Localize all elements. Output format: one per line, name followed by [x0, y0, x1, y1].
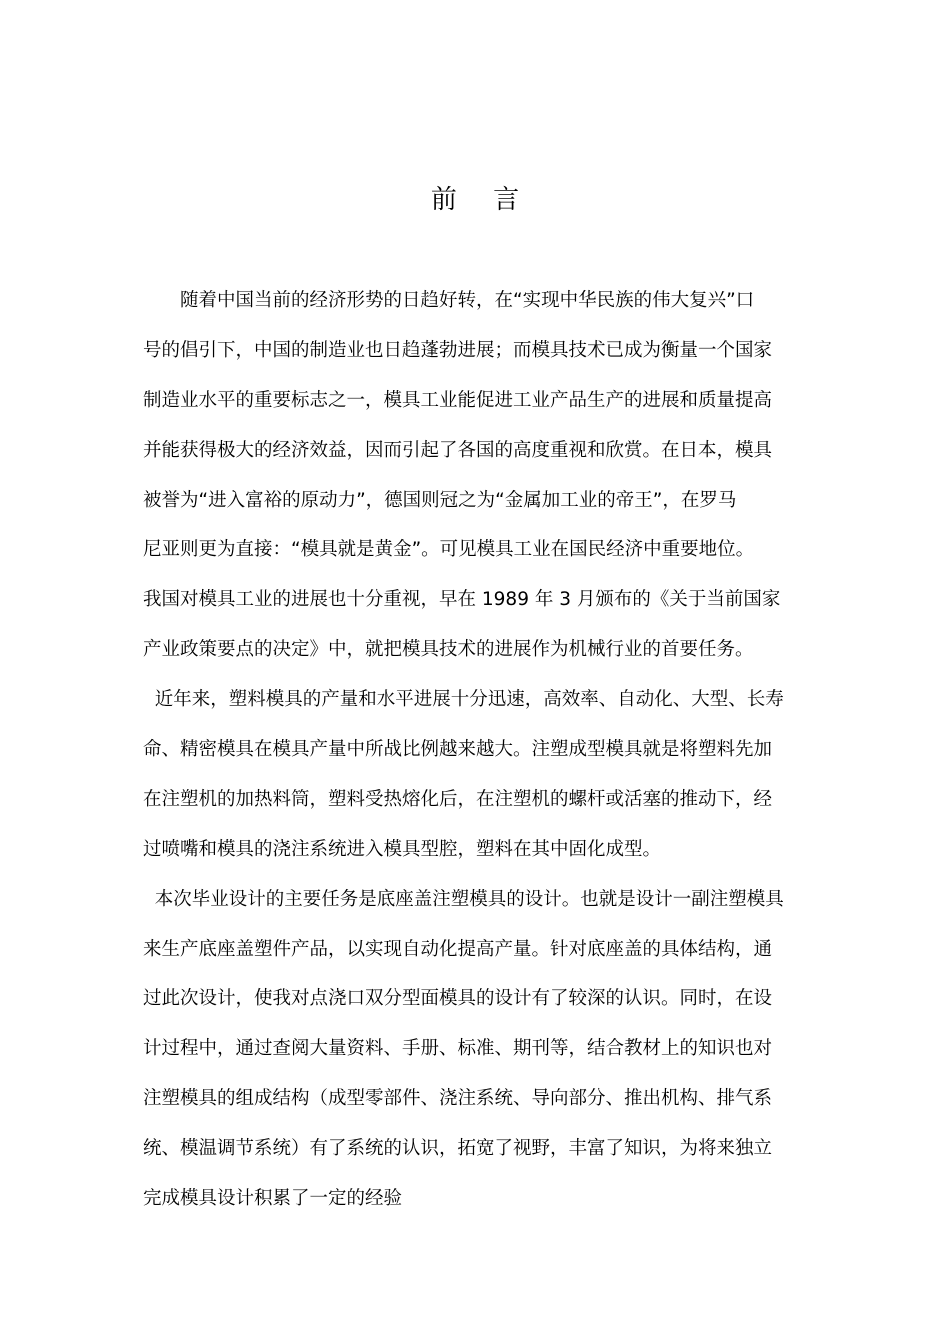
text-line: 命、精密模具在模具产量中所战比例越来越大。注塑成型模具就是将塑料先加	[143, 739, 773, 761]
text-line: 在注塑机的加热料筒，塑料受热熔化后，在注塑机的螺杆或活塞的推动下，经	[143, 788, 773, 810]
text-line: 计过程中，通过查阅大量资料、手册、标准、期刊等，结合教材上的知识也对	[143, 1038, 773, 1060]
text-line: 尼亚则更为直接：“模具就是黄金”。可见模具工业在国民经济中重要地位。	[143, 539, 755, 561]
text-line: 号的倡引下，中国的制造业也日趋蓬勃进展；而模具技术已成为衡量一个国家	[143, 339, 773, 361]
text-line: 制造业水平的重要标志之一，模具工业能促进工业产品生产的进展和质量提高	[143, 389, 773, 411]
text-line: 被誉为“进入富裕的原动力”，德国则冠之为“金属加工业的帝王”，在罗马	[143, 489, 737, 511]
text-line: 过此次设计，使我对点浇口双分型面模具的设计有了较深的认识。同时，在设	[143, 988, 773, 1010]
text-line: 过喷嘴和模具的浇注系统进入模具型腔，塑料在其中固化成型。	[143, 838, 662, 860]
text-line: 产业政策要点的决定》中，就把模具技术的进展作为机械行业的首要任务。	[143, 639, 754, 661]
page-title: 前 言	[430, 185, 534, 215]
text-line: 近年来，塑料模具的产量和水平进展十分迅速，高效率、自动化、大型、长寿	[143, 689, 784, 711]
text-line: 注塑模具的组成结构（成型零部件、浇注系统、导向部分、推出机构、排气系	[143, 1088, 773, 1110]
text-line: 随着中国当前的经济形势的日趋好转，在“实现中华民族的伟大复兴”口	[143, 290, 755, 311]
body-text	[143, 281, 809, 1229]
text-line: 来生产底座盖塑件产品，以实现自动化提高产量。针对底座盖的具体结构，通	[143, 938, 773, 960]
text-line: 本次毕业设计的主要任务是底座盖注塑模具的设计。也就是设计一副注塑模具	[143, 888, 784, 910]
text-line: 完成模具设计积累了一定的经验	[143, 1188, 403, 1210]
text-line: 统、模温调节系统）有了系统的认识，拓宽了视野，丰富了知识，为将来独立	[143, 1138, 773, 1160]
text-line: 并能获得极大的经济效益，因而引起了各国的高度重视和欣赏。在日本，模具	[143, 439, 773, 461]
text-line: 我国对模具工业的进展也十分重视，早在 1989 年 3 月颁布的《关于当前国家	[143, 589, 781, 611]
